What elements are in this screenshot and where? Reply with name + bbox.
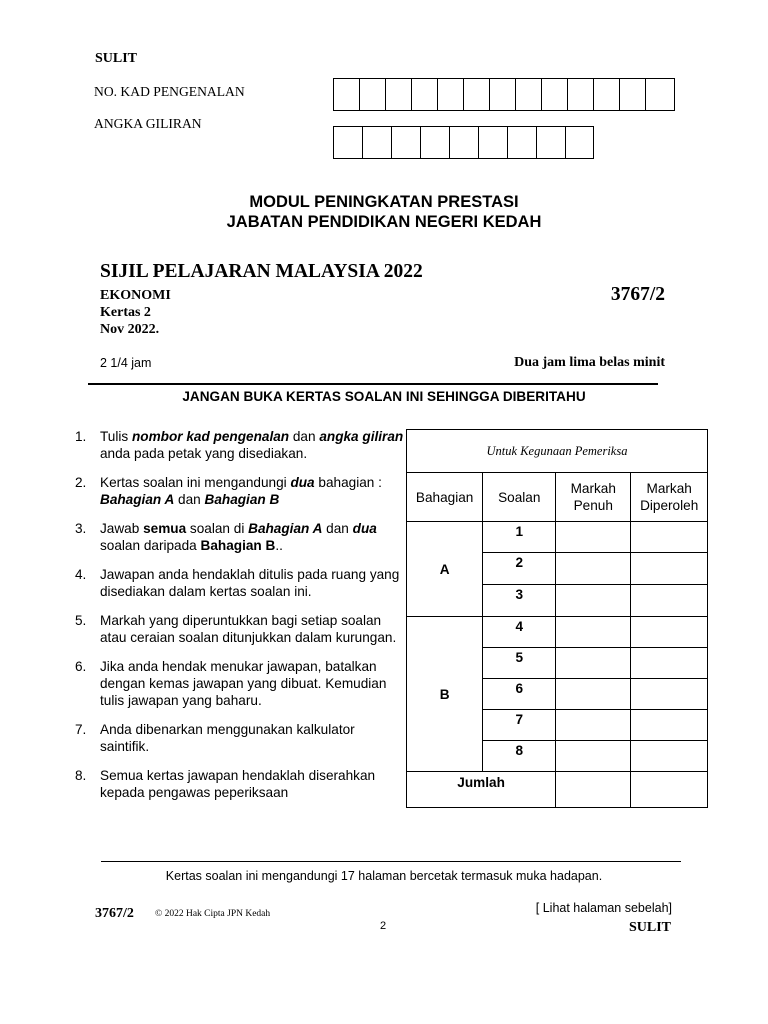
- instruction-text: Jawapan anda hendaklah ditulis pada ruang yang disediakan dalam kertas soalan ini.: [100, 567, 400, 599]
- instruction-number: 2.: [75, 475, 87, 490]
- instruction-text: soalan daripada: [100, 538, 201, 553]
- instruction-text: dua: [352, 521, 377, 536]
- markah-diperoleh-cell[interactable]: [631, 741, 708, 772]
- header-markah-penuh-text: Markah Penuh: [570, 481, 616, 513]
- instruction-item: [75, 428, 405, 462]
- instruction-text: soalan di: [186, 521, 249, 536]
- markah-diperoleh-cell[interactable]: [631, 710, 708, 741]
- total-diperoleh-cell[interactable]: [631, 772, 708, 808]
- ic-box[interactable]: [412, 79, 438, 110]
- ic-box[interactable]: [594, 79, 620, 110]
- page-number: 2: [380, 920, 387, 932]
- question-number: 1: [483, 522, 556, 553]
- ic-box[interactable]: [516, 79, 542, 110]
- markah-penuh-cell: [556, 617, 631, 648]
- markah-penuh-cell: [556, 710, 631, 741]
- instruction-text: Bahagian B: [200, 538, 276, 553]
- examiner-table: [406, 429, 708, 808]
- instruction-number: 3.: [75, 521, 87, 536]
- angka-box[interactable]: [508, 127, 537, 158]
- angka-box[interactable]: [334, 127, 363, 158]
- duration-text: Dua jam lima belas minit: [514, 355, 665, 370]
- total-label: Jumlah: [407, 772, 556, 808]
- question-number: 6: [483, 679, 556, 710]
- instruction-text: Jika anda hendak menukar jawapan, batalkan dengan kemas jawapan yang dibuat. Kemudian tulis jawapan yang baharu.: [100, 659, 387, 708]
- ic-number-boxes[interactable]: [333, 78, 675, 111]
- markah-diperoleh-cell[interactable]: [631, 585, 708, 617]
- instruction-text: angka giliran: [319, 429, 404, 444]
- footer-code: 3767/2: [95, 906, 134, 921]
- question-number: 2: [483, 553, 556, 585]
- exam-date: Nov 2022.: [100, 322, 160, 337]
- exam-name: SIJIL PELAJARAN MALAYSIA 2022: [100, 261, 423, 282]
- instruction-item: [75, 767, 405, 801]
- angka-box[interactable]: [450, 127, 479, 158]
- question-number: 4: [483, 617, 556, 648]
- title-line-1: MODUL PENINGKATAN PRESTASI: [249, 193, 519, 211]
- header-markah-penuh: [556, 473, 631, 522]
- markah-diperoleh-cell[interactable]: [631, 648, 708, 679]
- markah-diperoleh-cell[interactable]: [631, 617, 708, 648]
- instruction-number: 7.: [75, 722, 87, 737]
- instruction-item: [75, 721, 405, 755]
- markah-penuh-cell: [556, 585, 631, 617]
- ic-box[interactable]: [438, 79, 464, 110]
- angka-box[interactable]: [363, 127, 392, 158]
- ic-box[interactable]: [542, 79, 568, 110]
- angka-box[interactable]: [566, 127, 593, 158]
- markah-penuh-cell: [556, 522, 631, 553]
- subject: EKONOMI: [100, 288, 171, 303]
- instruction-item: [75, 658, 405, 709]
- next-page-note: [ Lihat halaman sebelah]: [535, 901, 672, 915]
- instruction-text: ..: [275, 538, 283, 553]
- instruction-item: [75, 566, 405, 600]
- table-caption: Untuk Kegunaan Pemeriksa: [407, 430, 708, 473]
- footer-divider: [101, 861, 681, 862]
- markah-penuh-cell: [556, 553, 631, 585]
- title-line-2: JABATAN PENDIDIKAN NEGERI KEDAH: [226, 213, 542, 231]
- divider-line: [88, 383, 658, 385]
- markah-penuh-cell: [556, 648, 631, 679]
- ic-box[interactable]: [490, 79, 516, 110]
- ic-box[interactable]: [386, 79, 412, 110]
- angka-box[interactable]: [421, 127, 450, 158]
- question-number: 5: [483, 648, 556, 679]
- instruction-text: Semua kertas jawapan hendaklah diserahkan kepada pengawas peperiksaan: [100, 768, 376, 800]
- question-number: 3: [483, 585, 556, 617]
- section-b: B: [407, 617, 483, 772]
- angka-box[interactable]: [392, 127, 421, 158]
- warning-text: JANGAN BUKA KERTAS SOALAN INI SEHINGGA DIBERITAHU: [182, 389, 586, 404]
- instruction-number: 8.: [75, 768, 87, 783]
- angka-box[interactable]: [537, 127, 566, 158]
- ic-number-label: NO. KAD PENGENALAN: [94, 84, 245, 99]
- instruction-text: dua: [290, 475, 315, 490]
- instruction-text: Bahagian B: [204, 492, 280, 507]
- instruction-text: anda pada petak yang disediakan.: [100, 446, 308, 461]
- instruction-item: [75, 520, 405, 554]
- instruction-text: Tulis: [100, 429, 132, 444]
- instruction-text: Kertas soalan ini mengandungi: [100, 475, 291, 490]
- instruction-text: Jawab: [100, 521, 144, 536]
- instruction-text: Bahagian A: [100, 492, 175, 507]
- instruction-text: dan: [322, 521, 353, 536]
- instruction-text: Markah yang diperuntukkan bagi setiap soalan atau ceraian soalan ditunjukkan dalam kurungan.: [100, 613, 397, 645]
- total-penuh-cell: [556, 772, 631, 808]
- header-bahagian: Bahagian: [407, 473, 483, 522]
- instruction-item: [75, 474, 405, 508]
- header-markah-diperoleh-text: Markah Diperoleh: [640, 481, 699, 513]
- ic-box[interactable]: [464, 79, 490, 110]
- instructions-list: [75, 428, 405, 813]
- sulit-label-top: SULIT: [95, 51, 138, 66]
- ic-box[interactable]: [646, 79, 674, 110]
- ic-box[interactable]: [360, 79, 386, 110]
- angka-giliran-boxes[interactable]: [333, 126, 594, 159]
- markah-penuh-cell: [556, 679, 631, 710]
- markah-diperoleh-cell[interactable]: [631, 522, 708, 553]
- angka-box[interactable]: [479, 127, 508, 158]
- ic-box[interactable]: [334, 79, 360, 110]
- question-number: 7: [483, 710, 556, 741]
- instruction-text: dan: [289, 429, 320, 444]
- markah-diperoleh-cell[interactable]: [631, 553, 708, 585]
- pages-note: Kertas soalan ini mengandungi 17 halaman bercetak termasuk muka hadapan.: [165, 869, 603, 883]
- paper: Kertas 2: [100, 305, 151, 320]
- instruction-number: 1.: [75, 429, 87, 444]
- instruction-item: [75, 612, 405, 646]
- markah-diperoleh-cell[interactable]: [631, 679, 708, 710]
- ic-box[interactable]: [620, 79, 646, 110]
- instruction-number: 6.: [75, 659, 87, 674]
- instruction-number: 4.: [75, 567, 87, 582]
- document-title: [0, 192, 768, 232]
- sulit-label-bottom: SULIT: [628, 920, 671, 935]
- ic-box[interactable]: [568, 79, 594, 110]
- copyright: © 2022 Hak Cipta JPN Kedah: [155, 909, 271, 919]
- duration: 2 1/4 jam: [100, 356, 152, 370]
- markah-penuh-cell: [556, 741, 631, 772]
- question-number: 8: [483, 741, 556, 772]
- instruction-text: dan: [174, 492, 205, 507]
- instruction-number: 5.: [75, 613, 87, 628]
- header-soalan: Soalan: [483, 473, 556, 522]
- section-a: A: [407, 522, 483, 617]
- header-markah-diperoleh: [631, 473, 708, 522]
- instruction-text: nombor kad pengenalan: [131, 429, 290, 444]
- instruction-text: bahagian :: [314, 475, 382, 490]
- instruction-text: Anda dibenarkan menggunakan kalkulator saintifik.: [100, 722, 355, 754]
- exam-details: [100, 287, 171, 338]
- instruction-text: semua: [143, 521, 187, 536]
- instruction-text: Bahagian A: [248, 521, 323, 536]
- angka-giliran-label: ANGKA GILIRAN: [94, 116, 202, 131]
- paper-code: 3767/2: [610, 284, 665, 305]
